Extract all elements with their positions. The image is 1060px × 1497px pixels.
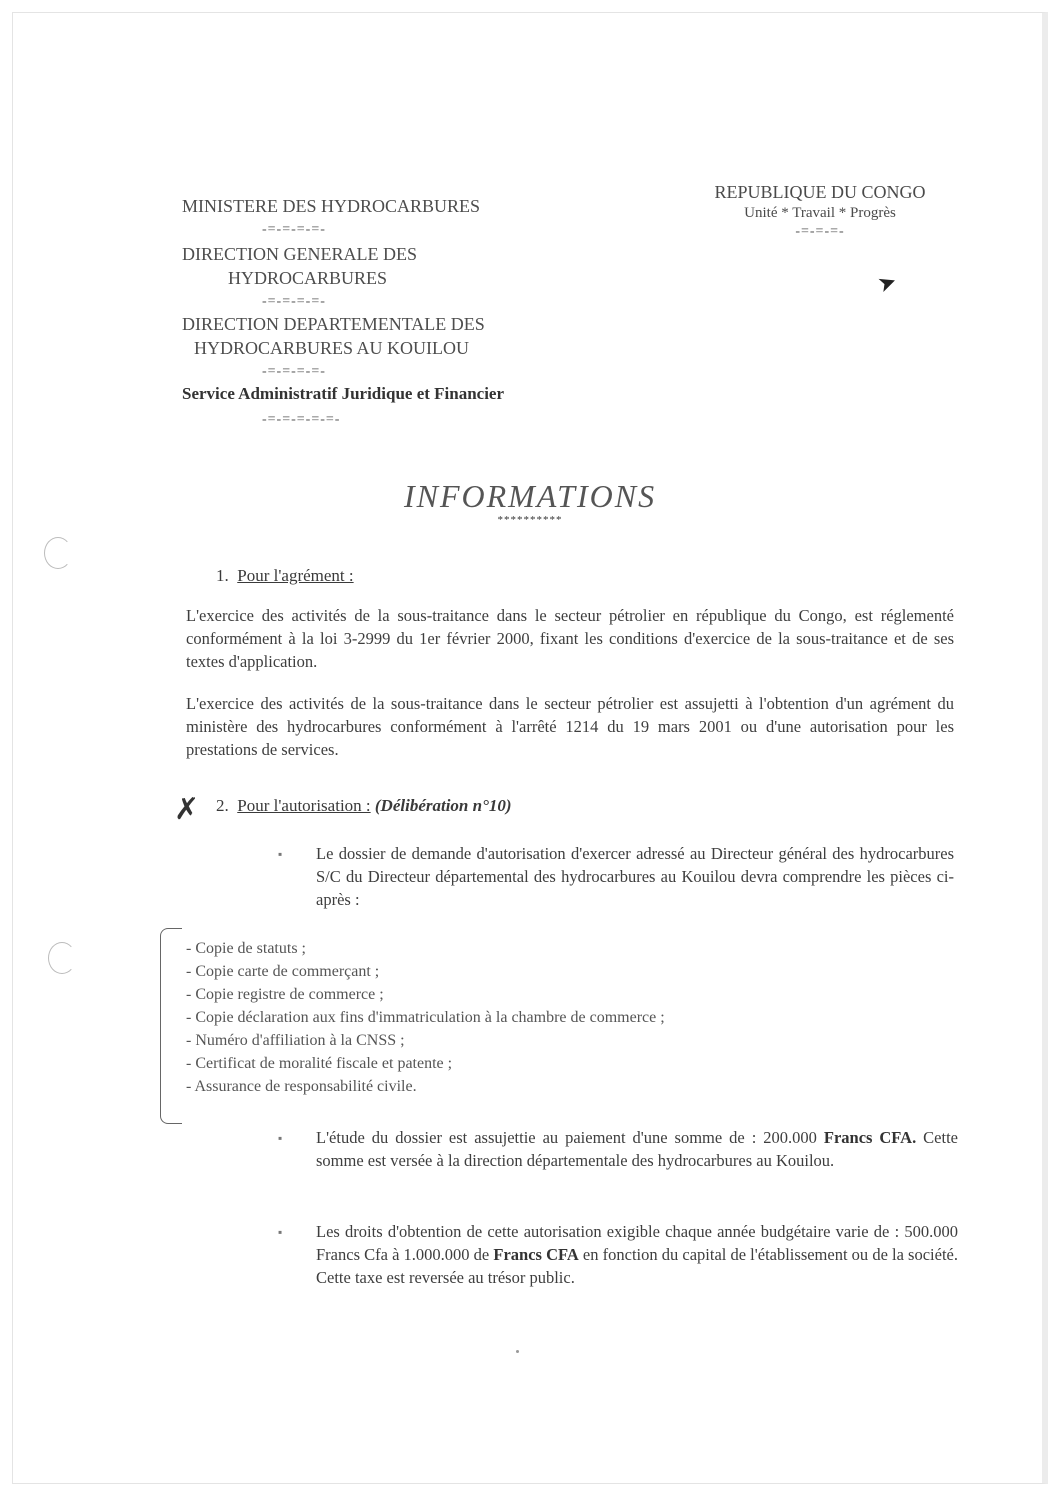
punch-hole-bottom [48, 942, 76, 974]
section1-title: Pour l'agrément : [237, 566, 354, 585]
bullet-study-fee [278, 1126, 958, 1172]
section1-paragraph2: L'exercice des activités de la sous-traitance dans le secteur pétrolier est assujetti à l'obtention d'un agrément du ministère des hydrocarbures conformément à l'arrêté 1214 du 19 mars 2001 ou d'une autorisation pour les prestations de services. [186, 694, 954, 759]
bullet-annual-fee [278, 1220, 958, 1289]
text-part: Cette somme est versée à la direction départementale des hydrocarbures au Kouilou. [316, 1128, 959, 1170]
section2-number: 2. [216, 796, 229, 815]
bullet-dossier-text: Le dossier de demande d'autorisation d'exercer adressé au Directeur général des hydrocarbures S/C du Directeur départemental des hydrocarbures au Kouilou devra comprendre les pièces ci-après : [316, 844, 954, 909]
list-item: - Copie registre de commerce ; [186, 986, 384, 1003]
section1-number: 1. [216, 566, 229, 585]
separator: -=-=-=-=- [262, 222, 326, 237]
scan-speck [516, 1350, 519, 1353]
punch-hole-top [44, 537, 72, 569]
bullet-study-fee-text [316, 1126, 958, 1172]
separator: -=-=-=-=- [262, 364, 326, 379]
bullet-annual-fee-text [316, 1220, 958, 1289]
header-right [700, 182, 940, 240]
section1-heading [216, 566, 354, 586]
list-item: - Assurance de responsabilité civile. [186, 1078, 417, 1095]
section2-reference: (Délibération n°10) [374, 796, 512, 815]
separator: -=-=-=- [795, 224, 845, 239]
handwritten-x-mark: ✗ [174, 792, 200, 827]
list-item: - Copie carte de commerçant ; [186, 963, 380, 980]
amount-currency: Francs CFA. [823, 1128, 917, 1147]
bullet-icon: ▪ [278, 1131, 283, 1145]
text-part: Les droits d'obtention de cette autorisation exigible chaque année budgétaire varie de : 500.000 Francs Cfa à 1.000.000 de [316, 1222, 958, 1264]
text-part: L'étude du dossier est assujettie au paiement d'une somme de : 200.000 [316, 1128, 817, 1147]
text-part: en fonction du capital de l'établissement ou de la société. Cette taxe est reversée au trésor public. [316, 1245, 958, 1287]
bullet-icon: ▪ [278, 1225, 283, 1239]
bullet-icon: ▪ [278, 847, 283, 861]
amount-currency: Francs CFA [493, 1245, 579, 1264]
list-item: - Numéro d'affiliation à la CNSS ; [186, 1032, 405, 1049]
document-title: INFORMATIONS [403, 478, 657, 514]
separator: -=-=-=-=- [262, 294, 326, 309]
national-motto: Unité * Travail * Progrès [744, 205, 896, 221]
dgh-title-line1: DIRECTION GENERALE DES [182, 244, 417, 264]
handwritten-arrow-mark: ➤ [874, 267, 900, 298]
list-item: - Certificat de moralité fiscale et patente ; [186, 1055, 453, 1072]
ministry-name: MINISTERE DES HYDROCARBURES [182, 196, 481, 216]
title-stars: ********** [497, 514, 563, 526]
separator: -=-=-=-=-=- [262, 412, 341, 427]
section2-title: Pour l'autorisation : [237, 796, 371, 815]
republic-name: REPUBLIQUE DU CONGO [714, 182, 926, 202]
list-item: - Copie de statuts ; [186, 940, 306, 957]
required-documents-list [186, 937, 665, 1098]
dgh-title-line2: HYDROCARBURES [228, 268, 388, 288]
list-item: - Copie déclaration aux fins d'immatriculation à la chambre de commerce ; [186, 1009, 665, 1026]
section2-heading [216, 796, 512, 816]
bullet-dossier [278, 842, 954, 911]
ddh-title-line2: HYDROCARBURES AU KOUILOU [194, 338, 470, 358]
service-name: Service Administratif Juridique et Financier [182, 384, 505, 403]
section1-paragraph1: L'exercice des activités de la sous-traitance dans le secteur pétrolier en république du Congo, est réglementé conformément à la loi 3-2999 du 1er février 2000, fixant les conditions d'exercice de la sous-traitance et de ses textes d'application. [186, 606, 954, 671]
handwritten-bracket [160, 928, 182, 1124]
ddh-title-line1: DIRECTION DEPARTEMENTALE DES [182, 314, 485, 334]
